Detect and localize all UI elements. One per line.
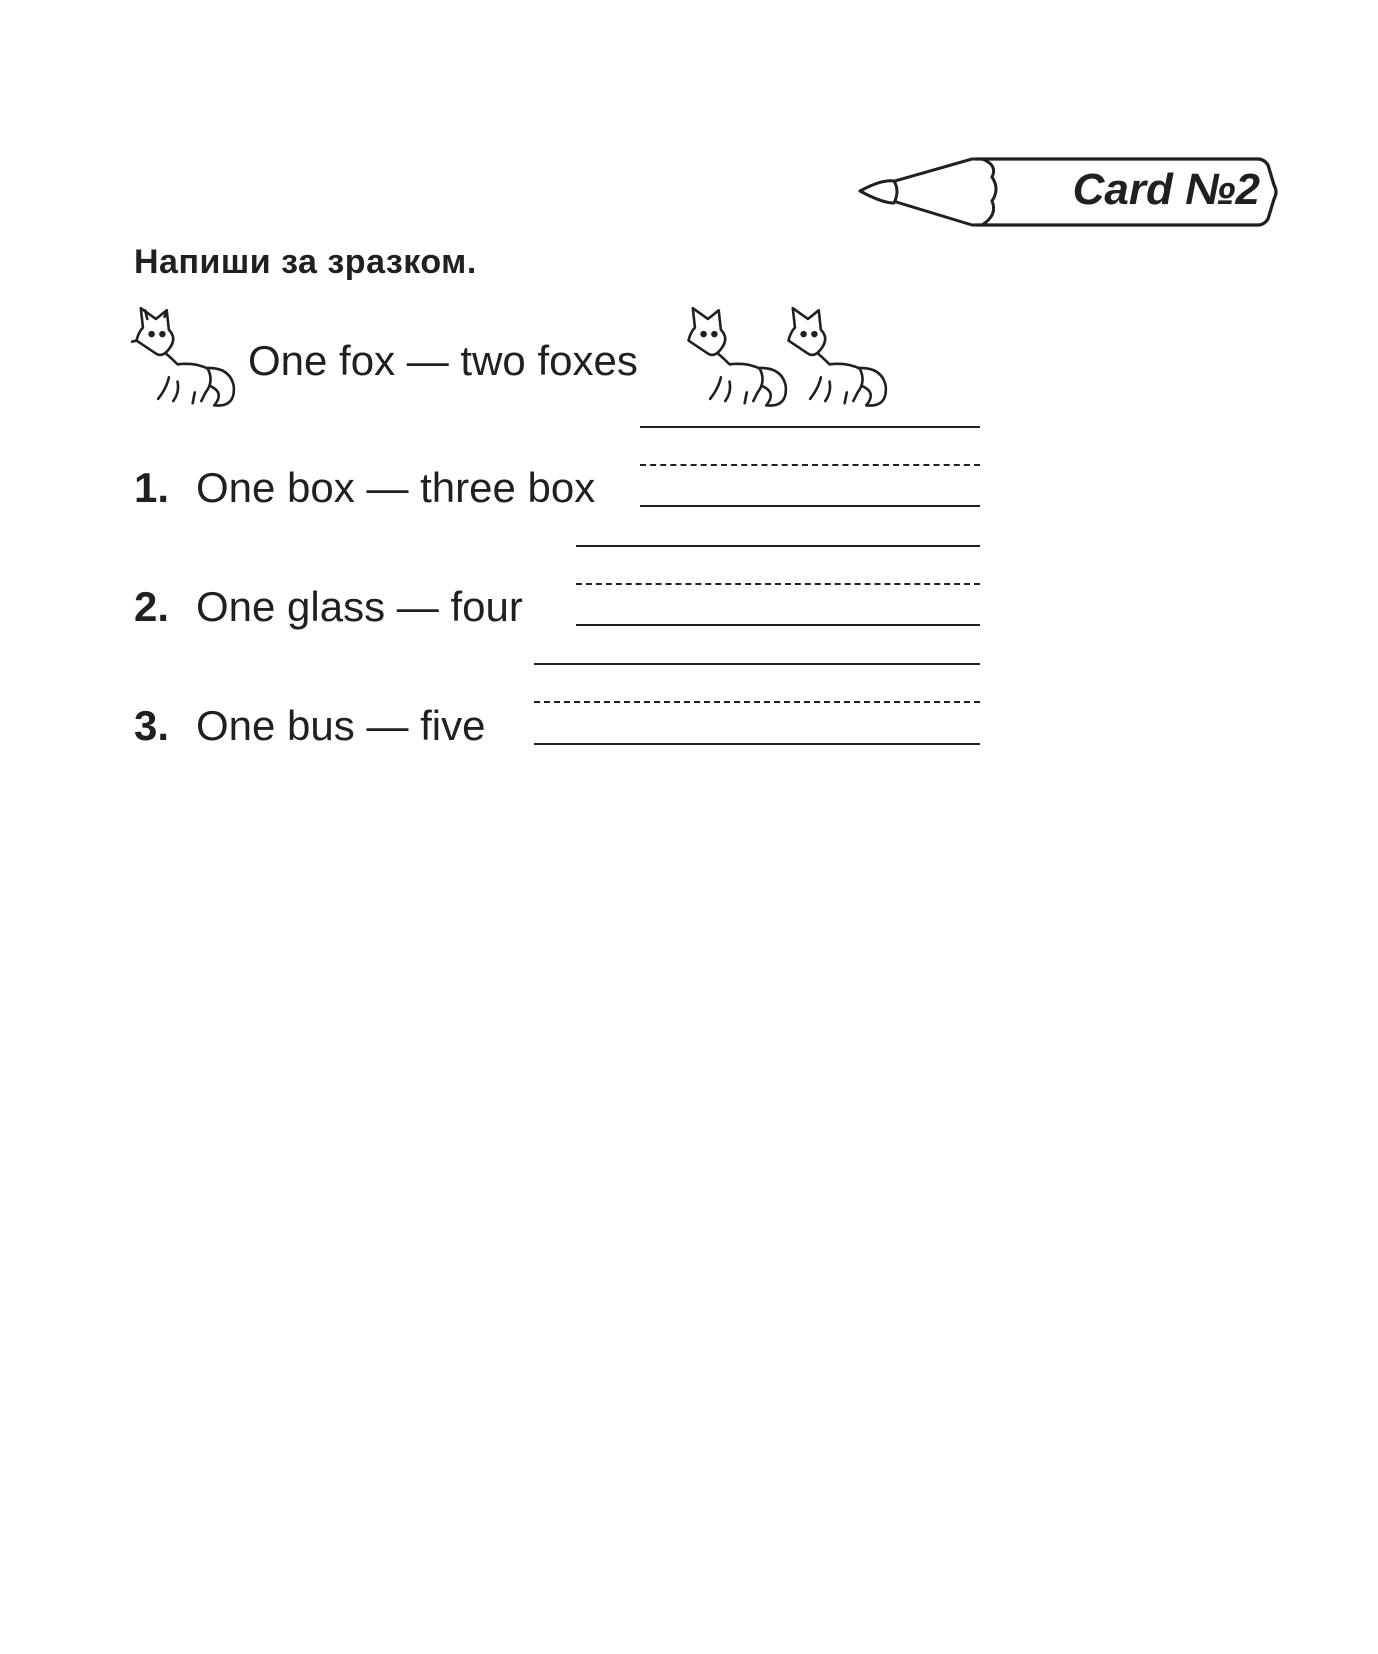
item-text: One box — three box — [196, 464, 596, 511]
instruction-text: Напиши за зразком. — [134, 243, 477, 281]
fox-icon — [130, 306, 238, 414]
answer-top-line — [576, 545, 980, 547]
item-3 — [134, 700, 485, 752]
item-2 — [134, 581, 523, 633]
answer-mid-line — [534, 701, 980, 703]
answer-mid-line — [576, 583, 980, 585]
fox-icon — [782, 306, 890, 414]
item-1 — [134, 462, 595, 514]
item-number: 2. — [134, 583, 170, 630]
item-text: One bus — five — [196, 702, 486, 749]
answer-line-1[interactable] — [640, 505, 980, 507]
answer-line-3[interactable] — [534, 743, 980, 745]
answer-line-2[interactable] — [576, 624, 980, 626]
fox-icon — [682, 306, 790, 414]
answer-top-line — [640, 426, 980, 428]
item-number: 3. — [134, 702, 170, 749]
answer-mid-line — [640, 464, 980, 466]
example-text: One fox — two foxes — [248, 337, 638, 384]
item-number: 1. — [134, 464, 170, 511]
item-text: One glass — four — [196, 583, 523, 630]
answer-top-line — [534, 663, 980, 665]
card-title: Card №2 — [1072, 165, 1260, 214]
